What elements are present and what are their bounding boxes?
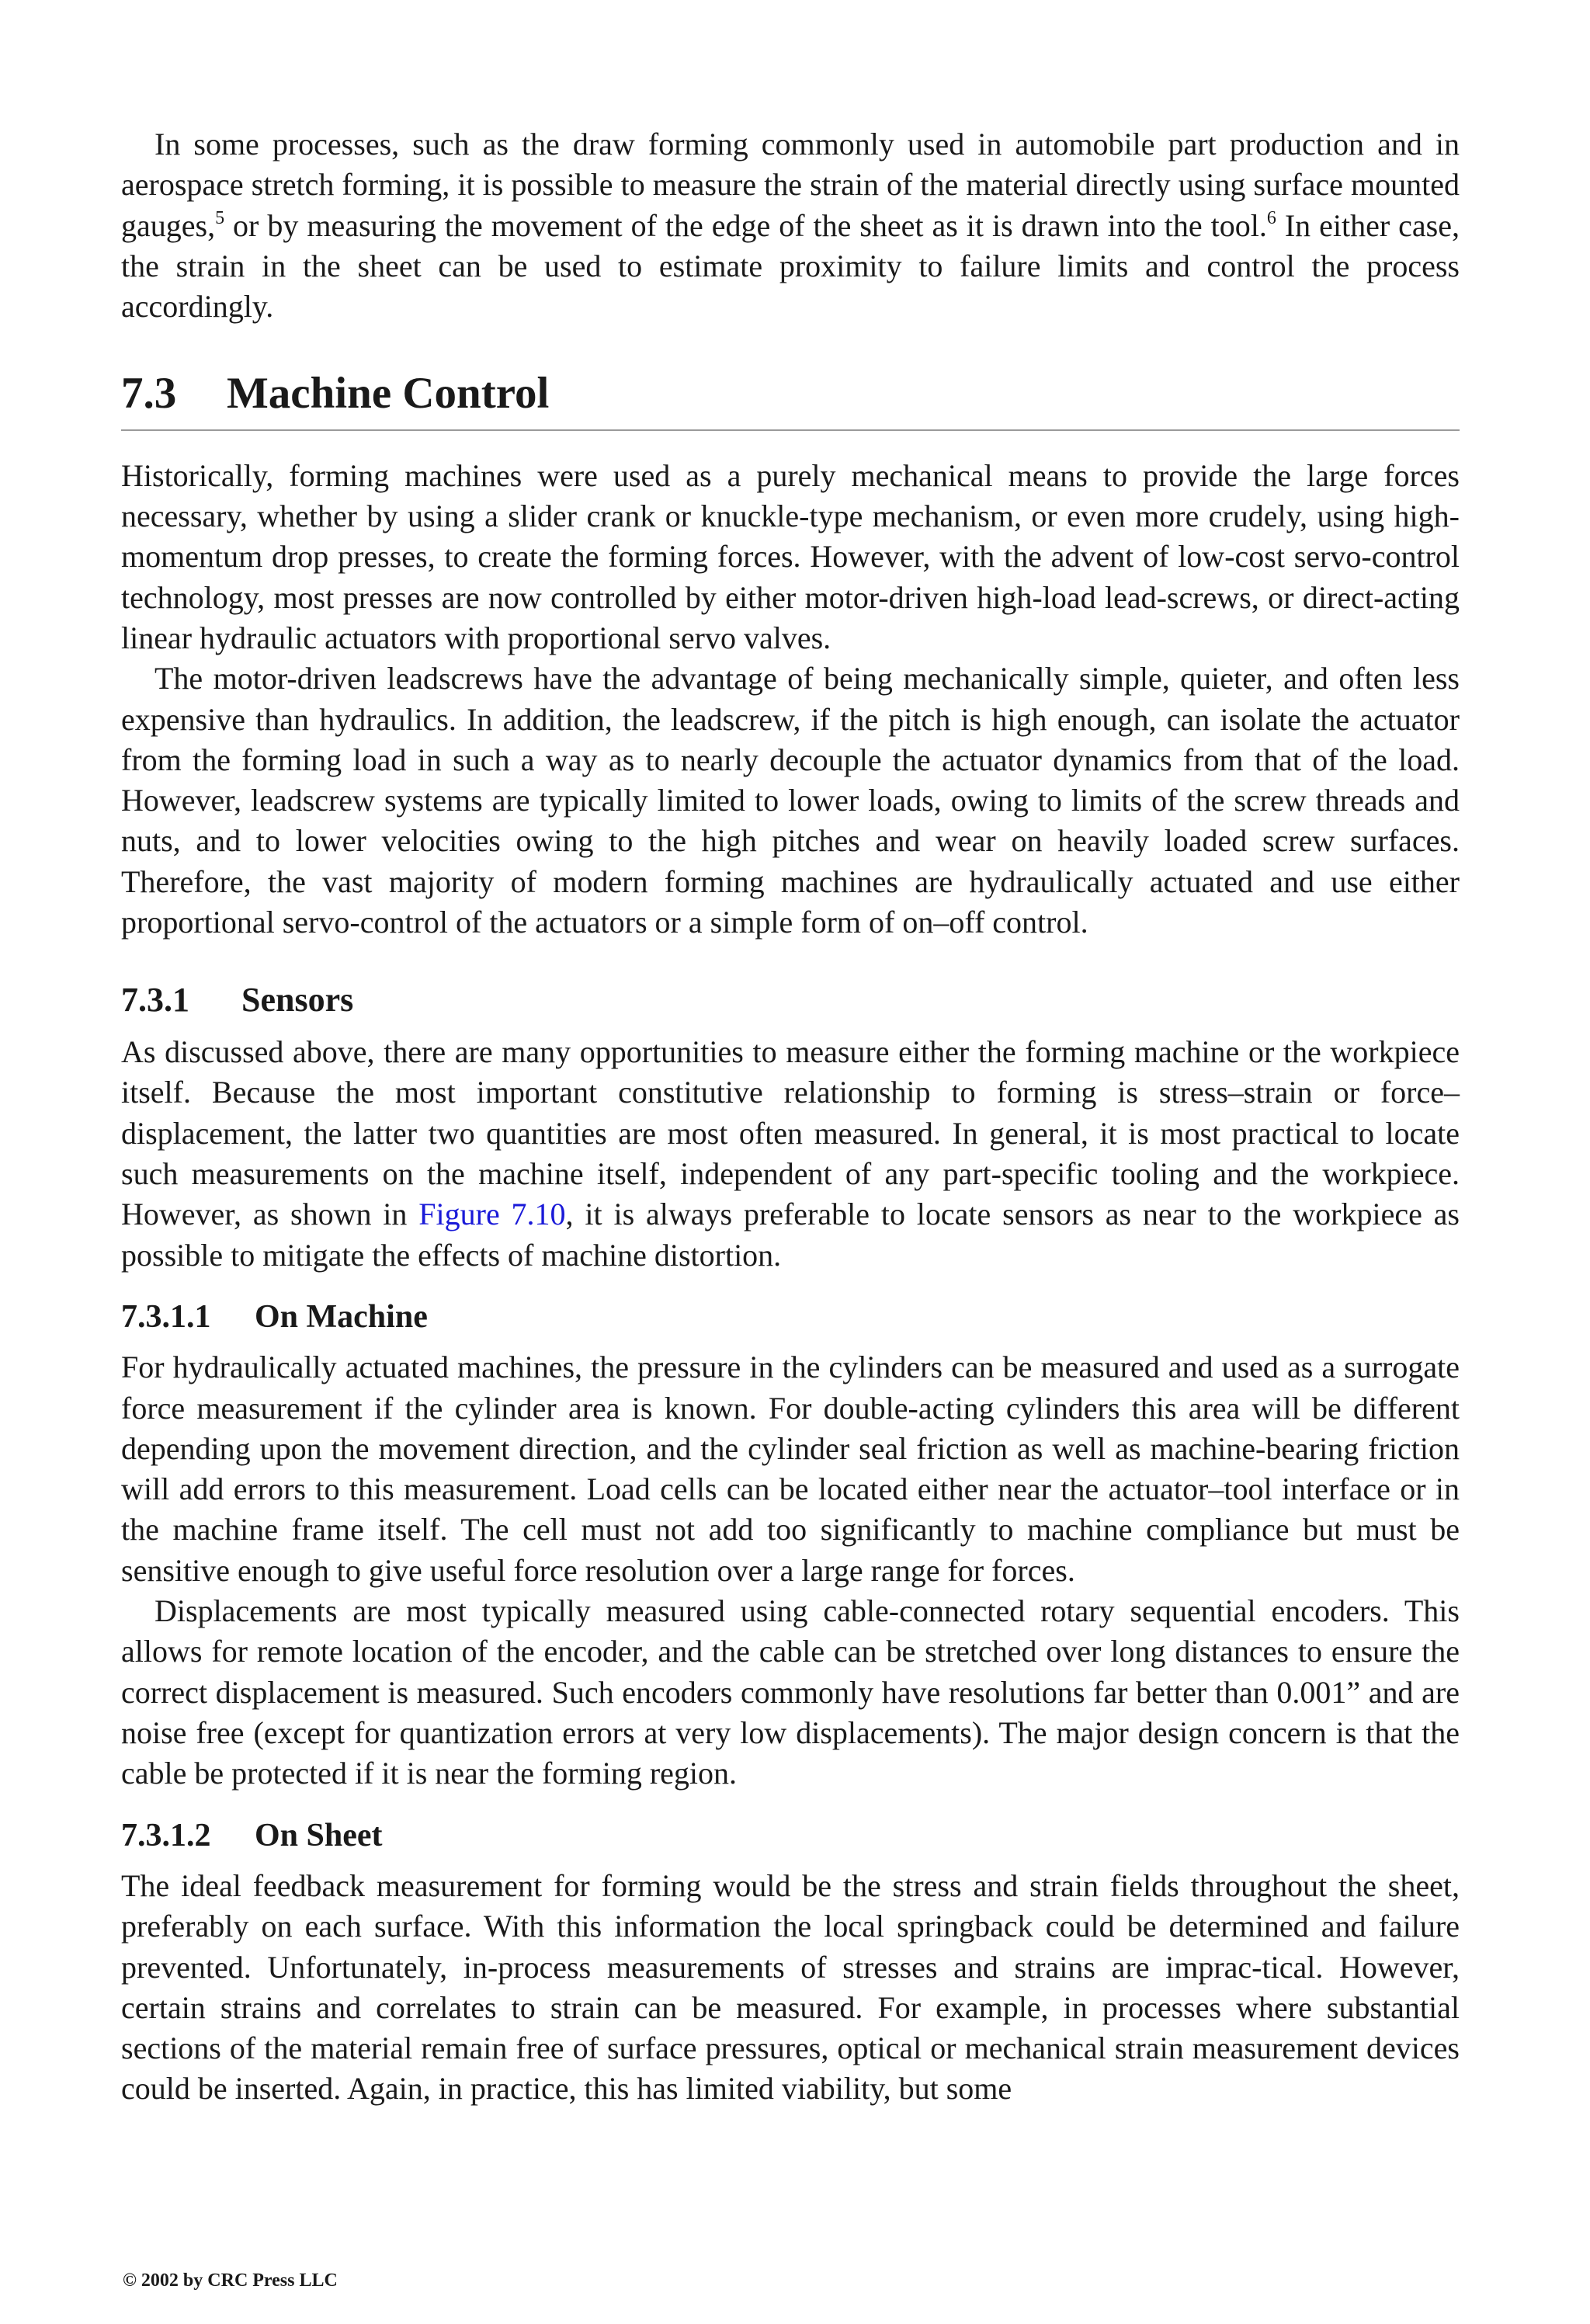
sensors-text-2: , it is always preferable to locate sensors as near to the workpiece as possible to mitigate the effects of machine distortion. (121, 1197, 1460, 1273)
intro-text-1: In some processes, such as the draw forming commonly used in automobile part production and in aerospace stretch forming, it is possible to measure the strain of the material directly using surface mounted gauges, (121, 127, 1460, 243)
section-title: Machine Control (227, 369, 550, 419)
subsubsection-title: On Machine (255, 1298, 428, 1335)
intro-paragraph (121, 124, 1460, 327)
on-machine-paragraph-2: Displacements are most typically measured using cable-connected rotary sequential encoders. This allows for remote location of the encoder, and the cable can be stretched over long distances to ensure the correct displacement is measured. Such encoders commonly have resolutions far better than 0.001” and are noise free (except for quantization errors at very low displacements). The major design concern is that the cable be protected if it is near the forming region. (121, 1593, 1460, 1791)
subsection-number: 7.3.1 (121, 981, 189, 1020)
section-paragraph-1: Historically, forming machines were used as a purely mechanical means to provide the large forces necessary, whether by using a slider crank or knuckle-type mechanism, or even more crudely, using high-momentum drop presses, to create the forming forces. However, with the advent of low-cost servo-control technology, most presses are now controlled by either motor-driven high-load lead-screws, or direct-acting linear hydraulic actuators with proportional servo valves. (121, 457, 1460, 655)
on-machine-paragraph-1: For hydraulically actuated machines, the pressure in the cylinders can be measured and used as a surrogate force measurement if the cylinder area is known. For double-acting cylinders this area will be different depending upon the movement direction, and the cylinder seal friction as well as machine-bearing friction will add errors to this measurement. Load cells can be located either near the actuator–tool interface or in the machine frame itself. The cell must not add too significantly to machine compliance but must be sensitive enough to give useful force resolution over a large range for forces. (121, 1350, 1460, 1588)
subsubsection-heading-on-sheet (121, 1816, 1460, 1855)
subsubsection-number: 7.3.1.2 (121, 1817, 211, 1853)
section-heading (121, 366, 1460, 430)
subsubsection-heading-on-machine (121, 1297, 1460, 1336)
section-number: 7.3 (121, 369, 177, 419)
reference-6[interactable]: 6 (1266, 207, 1276, 228)
copyright-footer: © 2002 by CRC Press LLC (123, 2270, 338, 2291)
subsection-heading-sensors (121, 980, 1460, 1021)
reference-5[interactable]: 5 (215, 207, 225, 228)
page-content (121, 124, 1460, 2110)
sensors-paragraph (121, 1032, 1460, 1276)
subsubsection-number: 7.3.1.1 (121, 1298, 211, 1335)
section-paragraph-2: The motor-driven leadscrews have the advantage of being mechanically simple, quieter, and often less expensive than hydraulics. In addition, the leadscrew, if the pitch is high enough, can isolate the actuator from the forming load in such a way as to nearly decouple the actuator dynamics from that of the load. However, leadscrew systems are typically limited to lower loads, owing to limits of the screw threads and nuts, and to lower velocities owing to the high pitches and wear on heavily loaded screw surfaces. Therefore, the vast majority of modern forming machines are hydraulically actuated and use either proportional servo-control of the actuators or a simple form of on–off control. (121, 661, 1460, 940)
intro-text-3: In either case, the strain in the sheet can be used to estimate proximity to failure limits and control the process accordingly. (121, 207, 1460, 325)
subsection-title: Sensors (241, 981, 354, 1020)
figure-7-10-link[interactable]: Figure 7.10 (418, 1197, 566, 1232)
on-sheet-paragraph: The ideal feedback measurement for forming would be the stress and strain fields throughout the sheet, preferably on each surface. With this information the local springback could be determined and failure prevented. Unfortunately, in-process measurements of stresses and strains are imprac-tical. However, certain strains and correlates to strain can be measured. For example, in processes where substantial sections of the material remain free of surface pressures, optical or mechanical strain measurement devices could be inserted. Again, in practice, this has limited viability, but some (121, 1867, 1460, 2107)
sensors-text-1: As discussed above, there are many opportunities to measure either the forming machine or the workpiece itself. Because the most important constitutive relationship to forming is stress–strain or force–displacement, the latter two quantities are most often measured. In general, it is most practical to locate such measurements on the machine itself, independent of any part-specific tooling and the workpiece. However, as shown in (121, 1034, 1460, 1232)
intro-text-2: or by measuring the movement of the edge of the sheet as it is drawn into the tool. (224, 207, 1267, 243)
subsubsection-title: On Sheet (255, 1817, 383, 1853)
